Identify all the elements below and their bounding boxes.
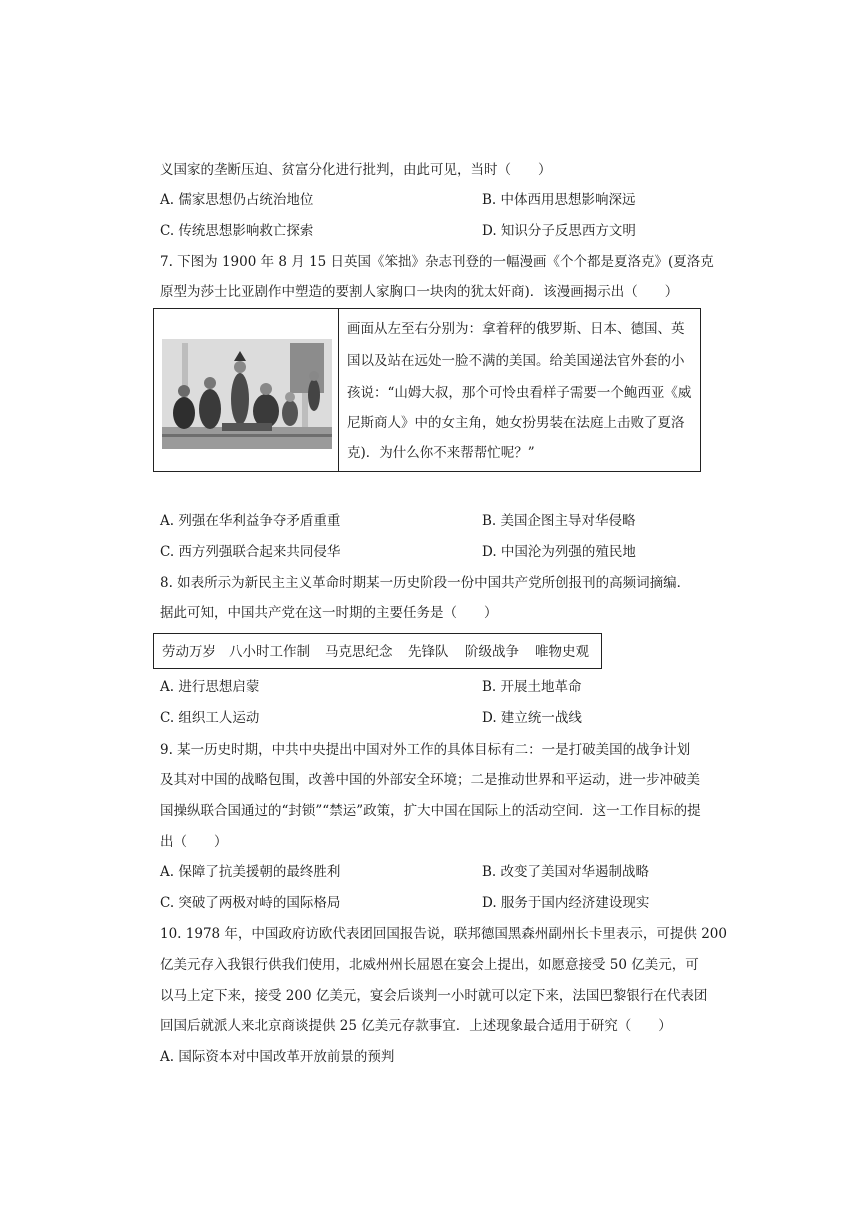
q9-stem-line-4: 出（ ） xyxy=(160,834,228,850)
keyword-4: 先锋队 xyxy=(408,644,449,660)
q8-stem-line-1: 8. 如表所示为新民主主义革命时期某一历史阶段一份中国共产党所创报刊的高频词摘编． xyxy=(160,575,691,591)
keyword-3: 马克思纪念 xyxy=(325,644,393,660)
q7-caption-line-3: 孩说：“山姆大叔，那个可怜虫看样子需要一个鲍西亚《威 xyxy=(347,385,692,401)
keyword-6: 唯物史观 xyxy=(535,644,589,660)
keyword-2: 八小时工作制 xyxy=(229,644,310,660)
q9-stem-line-1: 9. 某一历史时期，中共中央提出中国对外工作的具体目标有二：一是打破美国的战争计划 xyxy=(160,742,691,758)
q10-stem-line-2: 亿美元存入我银行供我们使用，北威州州长屈恩在宴会上提出，如愿意接受 50 亿美元，可 xyxy=(160,957,699,973)
q7-caption-line-4: 尼斯商人》中的女主角，她女扮男装在法庭上击败了夏洛 xyxy=(347,415,685,431)
q7-caption-line-5: 克)．为什么你不来帮帮忙呢？” xyxy=(347,445,535,461)
q10-stem-line-1: 10. 1978 年，中国政府访欧代表团回国报告说，联邦德国黑森州副州长卡里表示，可提供 200 xyxy=(160,926,727,942)
q8-option-c[interactable]: C. 组织工人运动 xyxy=(160,710,260,726)
q8-stem-line-2: 据此可知，中国共产党在这一时期的主要任务是（ ） xyxy=(160,605,498,621)
q8-option-b[interactable]: B. 开展土地革命 xyxy=(482,679,582,695)
q7-option-c[interactable]: C. 西方列强联合起来共同侵华 xyxy=(160,544,341,560)
q9-option-c[interactable]: C. 突破了两极对峙的国际格局 xyxy=(160,895,341,911)
q7-option-d[interactable]: D. 中国沦为列强的殖民地 xyxy=(482,544,636,560)
q6-option-a[interactable]: A. 儒家思想仍占统治地位 xyxy=(160,192,314,208)
q7-caption-line-1: 画面从左至右分别为：拿着秤的俄罗斯、日本、德国、英 xyxy=(347,321,685,337)
q9-option-b[interactable]: B. 改变了美国对华遏制战略 xyxy=(482,864,650,880)
q9-stem-line-3: 国操纵联合国通过的“封锁”“禁运”政策，扩大中国在国际上的活动空间．这一工作目标的提 xyxy=(160,803,701,819)
q7-caption-line-2: 国以及站在远处一脸不满的美国。给美国递法官外套的小 xyxy=(347,353,685,369)
keyword-5: 阶级战争 xyxy=(465,644,519,660)
q6-option-d[interactable]: D. 知识分子反思西方文明 xyxy=(482,223,636,239)
q8-option-a[interactable]: A. 进行思想启蒙 xyxy=(160,679,260,695)
box-divider xyxy=(338,309,339,471)
q10-option-a[interactable]: A. 国际资本对中国改革开放前景的预判 xyxy=(160,1049,395,1065)
q7-stem-line-2: 原型为莎士比亚剧作中塑造的要割人家胸口一块肉的犹太奸商)．该漫画揭示出（ ） xyxy=(160,284,679,300)
q9-stem-line-2: 及其对中国的战略包围，改善中国的外部安全环境；二是推动世界和平运动，进一步冲破美 xyxy=(160,772,700,788)
q7-option-b[interactable]: B. 美国企图主导对华侵略 xyxy=(482,513,636,529)
q8-option-d[interactable]: D. 建立统一战线 xyxy=(482,710,582,726)
keyword-1: 劳动万岁 xyxy=(162,644,216,660)
q7-stem-line-1: 7. 下图为 1900 年 8 月 15 日英国《笨拙》杂志刊登的一幅漫画《个个都是夏洛克》(夏洛克 xyxy=(160,254,714,270)
q6-option-b[interactable]: B. 中体西用思想影响深远 xyxy=(482,192,636,208)
q10-stem-line-3: 以马上定下来，接受 200 亿美元，宴会后谈判一小时就可以定下来，法国巴黎银行在代表团 xyxy=(160,988,708,1004)
q10-stem-line-4: 回国后就派人来北京商谈提供 25 亿美元存款事宜．上述现象最合适用于研究（ ） xyxy=(160,1018,672,1034)
q6-option-c[interactable]: C. 传统思想影响救亡探索 xyxy=(160,223,314,239)
q7-option-a[interactable]: A. 列强在华利益争夺矛盾重重 xyxy=(160,513,341,529)
q9-option-a[interactable]: A. 保障了抗美援朝的最终胜利 xyxy=(160,864,341,880)
intro-line: 义国家的垄断压迫、贫富分化进行批判，由此可见，当时（ ） xyxy=(160,162,552,178)
q9-option-d[interactable]: D. 服务于国内经济建设现实 xyxy=(482,895,650,911)
cartoon-image xyxy=(162,339,332,449)
q8-keyword-box xyxy=(153,633,602,669)
q7-material-box xyxy=(153,308,701,472)
